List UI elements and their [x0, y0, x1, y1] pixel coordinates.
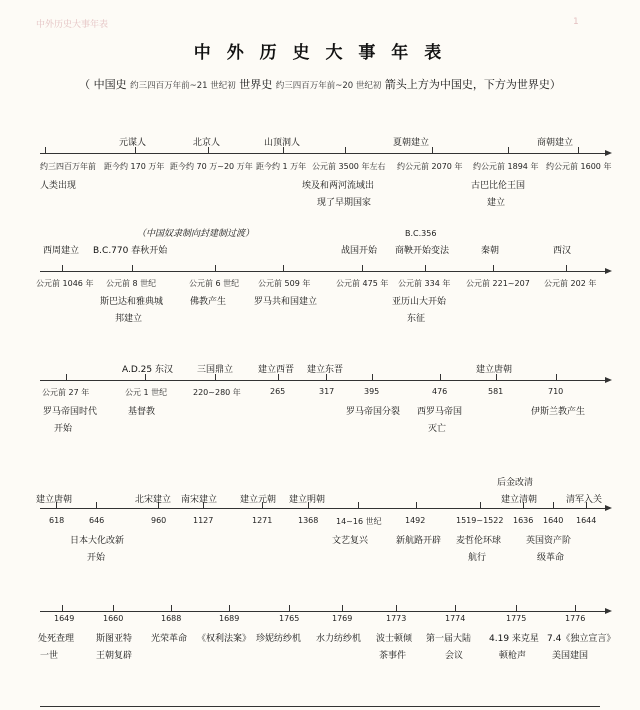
timeline-date: 618 [49, 516, 65, 525]
subtitle-range-world: 约三四百万年前~20 世纪初 [275, 81, 382, 91]
world-event: 光荣革命 [151, 634, 188, 644]
world-event: 建立 [487, 198, 506, 208]
timeline-tick [362, 265, 363, 271]
timeline-date: 1640 [543, 516, 564, 525]
world-event: 日本大化改新 [70, 536, 125, 546]
china-event: 建立东晋 [307, 365, 344, 375]
china-event: 元谋人 [119, 138, 147, 148]
timeline-date: 距今约 70 万~20 万年 [170, 162, 253, 171]
china-event: 清军入关 [566, 495, 603, 505]
timeline-tick [493, 265, 494, 271]
world-event: 斯巴达和雅典城 [100, 297, 164, 307]
timeline-tick [62, 265, 63, 271]
timeline-date: 1492 [405, 516, 426, 525]
timeline-tick [66, 374, 67, 380]
timeline-tick [575, 605, 576, 611]
timeline-date: 1649 [54, 614, 75, 623]
china-event: 建立元朝 [240, 495, 277, 505]
timeline-date: 公元前 3500 年左右 [312, 162, 386, 171]
china-event: 夏朝建立 [393, 138, 430, 148]
china-event: B.C.356 [405, 229, 437, 238]
timeline-date: 646 [89, 516, 105, 525]
arrow-head-icon [605, 377, 612, 383]
timeline-date: 710 [548, 387, 564, 396]
world-event: 会议 [445, 651, 464, 661]
timeline-axis [40, 508, 605, 509]
timeline-date: 395 [364, 387, 380, 396]
timeline-tick [396, 605, 397, 611]
timeline-axis [40, 380, 605, 381]
timeline-date: 距今约 1 万年 [256, 162, 307, 171]
subtitle-range-cn: 约三四百万年前~21 世纪初 [130, 81, 236, 91]
world-event: 古巴比伦王国 [471, 181, 526, 191]
world-event: 英国资产阶 [526, 536, 572, 546]
timeline-date: 1271 [252, 516, 273, 525]
world-event: 水力纺纱机 [316, 634, 362, 644]
timeline-date: 公元前 27 年 [42, 388, 90, 397]
timeline-date: 约公元前 1600 年 [546, 162, 612, 171]
timeline-date: 265 [270, 387, 286, 396]
timeline-date: 公元前 1046 年 [36, 279, 94, 288]
world-event: 级革命 [537, 553, 565, 563]
world-event: 4.19 来克星 [489, 634, 539, 644]
timeline-axis [40, 271, 605, 272]
timeline-date: 1689 [219, 614, 240, 623]
timeline-tick [62, 605, 63, 611]
world-event: 亚历山大开始 [392, 297, 447, 307]
timeline-axis [40, 611, 605, 612]
timeline-date: 1127 [193, 516, 214, 525]
arrow-head-icon [605, 505, 612, 511]
timeline-tick [556, 374, 557, 380]
timeline-tick [440, 374, 441, 380]
timeline-axis-partial [40, 706, 600, 707]
world-event: 西罗马帝国 [417, 407, 463, 417]
timeline-date: 公元前 202 年 [544, 279, 597, 288]
china-event: 后金改清 [497, 478, 534, 488]
timeline-tick [171, 605, 172, 611]
timeline-date: 476 [432, 387, 448, 396]
china-event: 建立唐朝 [476, 365, 513, 375]
world-event: 顿枪声 [499, 651, 527, 661]
world-event: 波士顿倾 [376, 634, 413, 644]
timeline-date: 公元前 509 年 [258, 279, 311, 288]
arrow-head-icon [605, 150, 612, 156]
timeline-tick [45, 147, 46, 153]
world-event: 开始 [87, 553, 106, 563]
world-event: 佛教产生 [190, 297, 227, 307]
world-event: 罗马帝国时代 [43, 407, 98, 417]
timeline-date: 220~280 年 [193, 388, 241, 397]
timeline-date: 公元前 221~207 [466, 279, 530, 288]
world-event: 灭亡 [428, 424, 447, 434]
world-event: 麦哲伦环球 [456, 536, 502, 546]
timeline-date: 1769 [332, 614, 353, 623]
timeline-date: 1368 [298, 516, 319, 525]
timeline-date: 1776 [565, 614, 586, 623]
timeline-tick [455, 605, 456, 611]
timeline-tick [132, 265, 133, 271]
china-event: 战国开始 [341, 246, 378, 256]
subtitle-label-world: 世界史 [239, 78, 273, 91]
world-event: 珍妮纺纱机 [256, 634, 302, 644]
timeline-date: 公元前 475 年 [336, 279, 389, 288]
timeline-date: 1660 [103, 614, 124, 623]
china-event: 建立明朝 [289, 495, 326, 505]
timeline-tick [372, 374, 373, 380]
subtitle-open: （ [79, 78, 91, 91]
china-event: 北宋建立 [135, 495, 172, 505]
timeline-date: 960 [151, 516, 167, 525]
world-event: 7.4《独立宣言》 [547, 634, 616, 644]
timeline-tick [425, 265, 426, 271]
timeline-date: 公元前 6 世纪 [189, 279, 240, 288]
timeline-tick [516, 605, 517, 611]
timeline-tick [342, 605, 343, 611]
world-event: 一世 [40, 651, 59, 661]
subtitle [0, 76, 640, 92]
china-event: 西汉 [553, 246, 572, 256]
timeline-tick [283, 265, 284, 271]
world-event: 处死查理 [38, 634, 75, 644]
timeline-date: 1688 [161, 614, 182, 623]
world-event: 现了早期国家 [317, 198, 372, 208]
china-event: 秦朝 [481, 246, 500, 256]
world-event: 罗马共和国建立 [254, 297, 318, 307]
world-event: 人类出现 [40, 181, 77, 191]
timeline-date: 公元前 8 世纪 [106, 279, 157, 288]
timeline-tick [553, 502, 554, 508]
arrow-head-icon [605, 268, 612, 274]
timeline-tick [578, 147, 579, 153]
timeline-date: 1765 [279, 614, 300, 623]
china-event: 建立唐朝 [36, 495, 73, 505]
china-event: 建立西晋 [258, 365, 295, 375]
world-event: 《权利法案》 [197, 634, 252, 644]
subtitle-close: ） [549, 78, 561, 91]
timeline-date: 距今约 170 万年 [104, 162, 165, 171]
timeline-date: 公元前 334 年 [398, 279, 451, 288]
timeline-tick [345, 147, 346, 153]
timeline-date: 1774 [445, 614, 466, 623]
world-event: 第一届大陆 [426, 634, 472, 644]
world-event: 开始 [54, 424, 73, 434]
world-event: 新航路开辟 [396, 536, 442, 546]
subtitle-note: 箭头上方为中国史，下方为世界史 [384, 78, 550, 91]
world-event: 埃及和两河流域出 [302, 181, 375, 191]
timeline-tick [215, 265, 216, 271]
china-event: 山顶洞人 [264, 138, 301, 148]
timeline-tick [113, 605, 114, 611]
timeline-date: 1775 [506, 614, 527, 623]
timeline-axis [40, 153, 605, 154]
timeline-tick [289, 605, 290, 611]
page-header-doc-name: 中外历史大事年表 [36, 20, 109, 30]
timeline-date: 1636 [513, 516, 534, 525]
china-event: 西周建立 [43, 246, 80, 256]
world-event: 航行 [468, 553, 487, 563]
china-event: 商鞅开始变法 [395, 246, 450, 256]
china-event: A.D.25 东汉 [122, 365, 173, 375]
china-event: 北京人 [193, 138, 221, 148]
timeline-date: 约三四百万年前 [40, 162, 96, 171]
timeline-tick [508, 147, 509, 153]
timeline-tick [480, 502, 481, 508]
timeline-date: 约公元前 2070 年 [397, 162, 463, 171]
arrow-head-icon [605, 608, 612, 614]
world-event: 文艺复兴 [332, 536, 369, 546]
world-event: 东征 [407, 314, 426, 324]
timeline-tick [229, 605, 230, 611]
timeline-date: 1773 [386, 614, 407, 623]
timeline-tick [416, 502, 417, 508]
timeline-date: 317 [319, 387, 335, 396]
china-event: 南宋建立 [181, 495, 218, 505]
world-event: 伊斯兰教产生 [531, 407, 586, 417]
timeline-tick [566, 265, 567, 271]
timeline-date: 581 [488, 387, 504, 396]
china-event: B.C.770 春秋开始 [93, 246, 168, 256]
timeline-tick [432, 147, 433, 153]
timeline-date: 1519~1522 [456, 516, 504, 525]
timeline-tick [96, 502, 97, 508]
china-event: 建立清朝 [501, 495, 538, 505]
subtitle-label-cn: 中国史 [93, 78, 127, 91]
page-title: 中 外 历 史 大 事 年 表 [193, 43, 447, 63]
world-event: 王朝复辟 [96, 651, 133, 661]
timeline-date: 14~16 世纪 [336, 517, 382, 526]
page-number: 1 [573, 17, 579, 27]
timeline-date: 公元 1 世纪 [125, 388, 168, 397]
world-event: 罗马帝国分裂 [346, 407, 401, 417]
china-event: 三国鼎立 [197, 365, 234, 375]
world-event: 茶事件 [379, 651, 407, 661]
timeline-tick [358, 502, 359, 508]
timeline-date: 约公元前 1894 年 [473, 162, 539, 171]
china-event: 商朝建立 [537, 138, 574, 148]
world-event: 邦建立 [115, 314, 143, 324]
timeline-date: 1644 [576, 516, 597, 525]
period-note: （中国奴隶制向封建制过渡） [137, 229, 255, 239]
world-event: 斯图亚特 [96, 634, 133, 644]
world-event: 基督教 [128, 407, 156, 417]
world-event: 美国建国 [552, 651, 589, 661]
